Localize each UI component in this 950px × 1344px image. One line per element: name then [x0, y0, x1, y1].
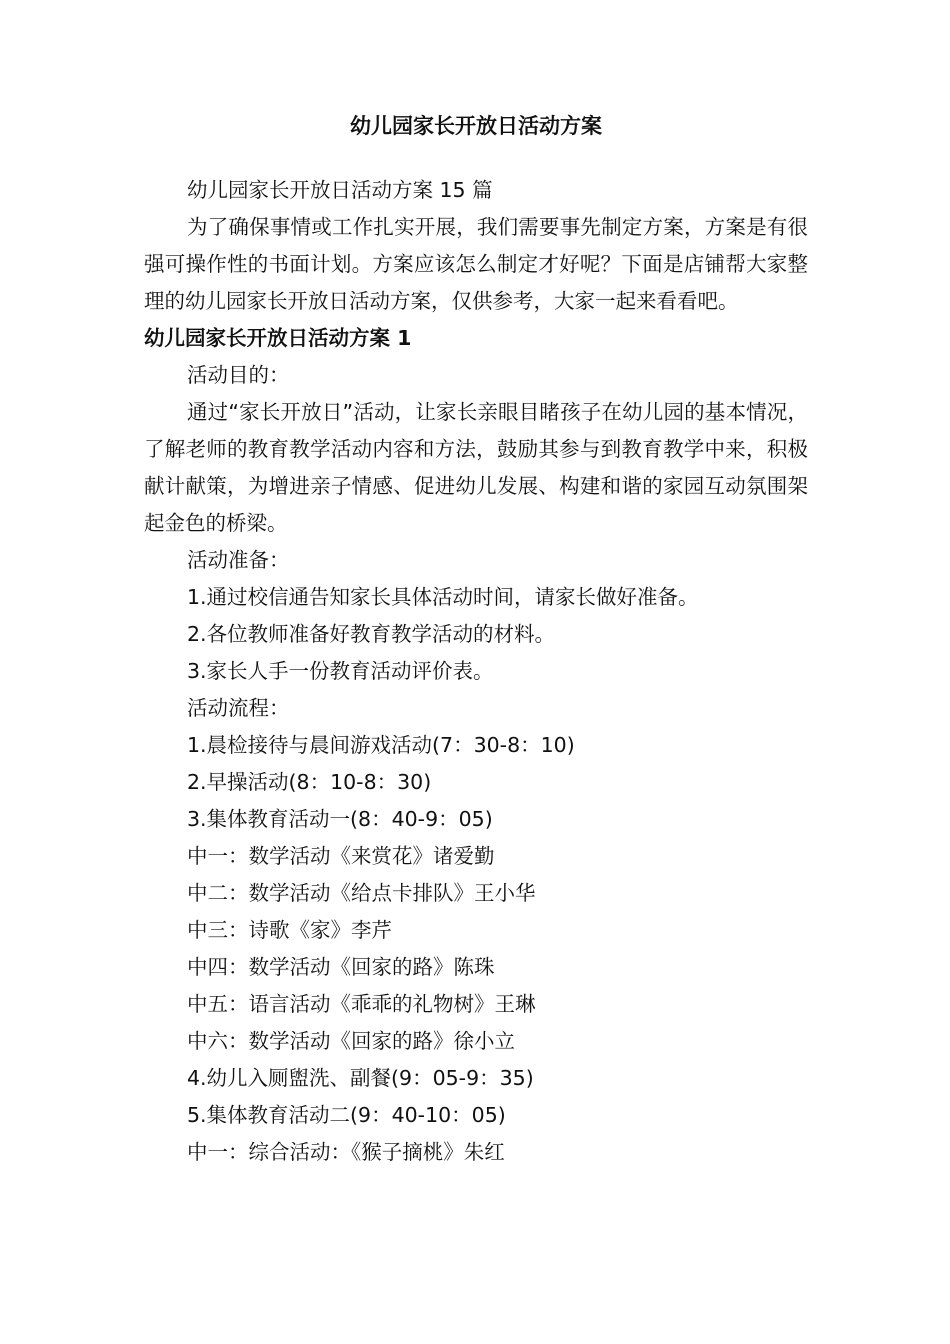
document-title: 幼儿园家长开放日活动方案 [350, 114, 602, 138]
list-item: 中三：诗歌《家》李芹 [187, 918, 392, 942]
list-item: 4.幼儿入厕盥洗、副餐(9：05-9：35) [187, 1066, 534, 1090]
list-item: 1.通过校信通告知家长具体活动时间，请家长做好准备。 [187, 585, 699, 609]
list-item: 3.集体教育活动一(8：40-9：05) [187, 807, 493, 831]
list-item: 中四：数学活动《回家的路》陈珠 [187, 955, 495, 979]
goal-paragraph: 通过“家长开放日”活动，让家长亲眼目睹孩子在幼儿园的基本情况，了解老师的教育教学活动内容和方法，鼓励其参与到教育教学中来，积极献计献策，为增进亲子情感、促进幼儿发展、构建和谐的家园互动氛围架起金色的桥梁。 [144, 400, 808, 535]
flow-label: 活动流程： [187, 696, 290, 720]
list-item: 3.家长人手一份教育活动评价表。 [187, 659, 494, 683]
list-item: 2.早操活动(8：10-8：30) [187, 770, 432, 794]
document-subtitle: 幼儿园家长开放日活动方案 15 篇 [187, 178, 493, 202]
list-item: 中五：语言活动《乖乖的礼物树》王琳 [187, 992, 536, 1016]
prep-label: 活动准备： [187, 548, 290, 572]
list-item: 中六：数学活动《回家的路》徐小立 [187, 1029, 515, 1053]
list-item: 2.各位教师准备好教育教学活动的材料。 [187, 622, 556, 646]
list-item: 中一：综合活动：《猴子摘桃》朱红 [187, 1140, 505, 1164]
list-item: 5.集体教育活动二(9：40-10：05) [187, 1103, 506, 1127]
goal-label: 活动目的： [187, 363, 290, 387]
section-heading: 幼儿园家长开放日活动方案 1 [144, 326, 412, 350]
list-item: 中二：数学活动《给点卡排队》王小华 [187, 881, 536, 905]
list-item: 1.晨检接待与晨间游戏活动(7：30-8：10) [187, 733, 575, 757]
intro-paragraph: 为了确保事情或工作扎实开展，我们需要事先制定方案，方案是有很强可操作性的书面计划。方案应该怎么制定才好呢？下面是店铺帮大家整理的幼儿园家长开放日活动方案，仅供参考，大家一起来看看吧。 [144, 215, 808, 313]
list-item: 中一：数学活动《来赏花》诸爱勤 [187, 844, 495, 868]
document-body [144, 172, 808, 1171]
